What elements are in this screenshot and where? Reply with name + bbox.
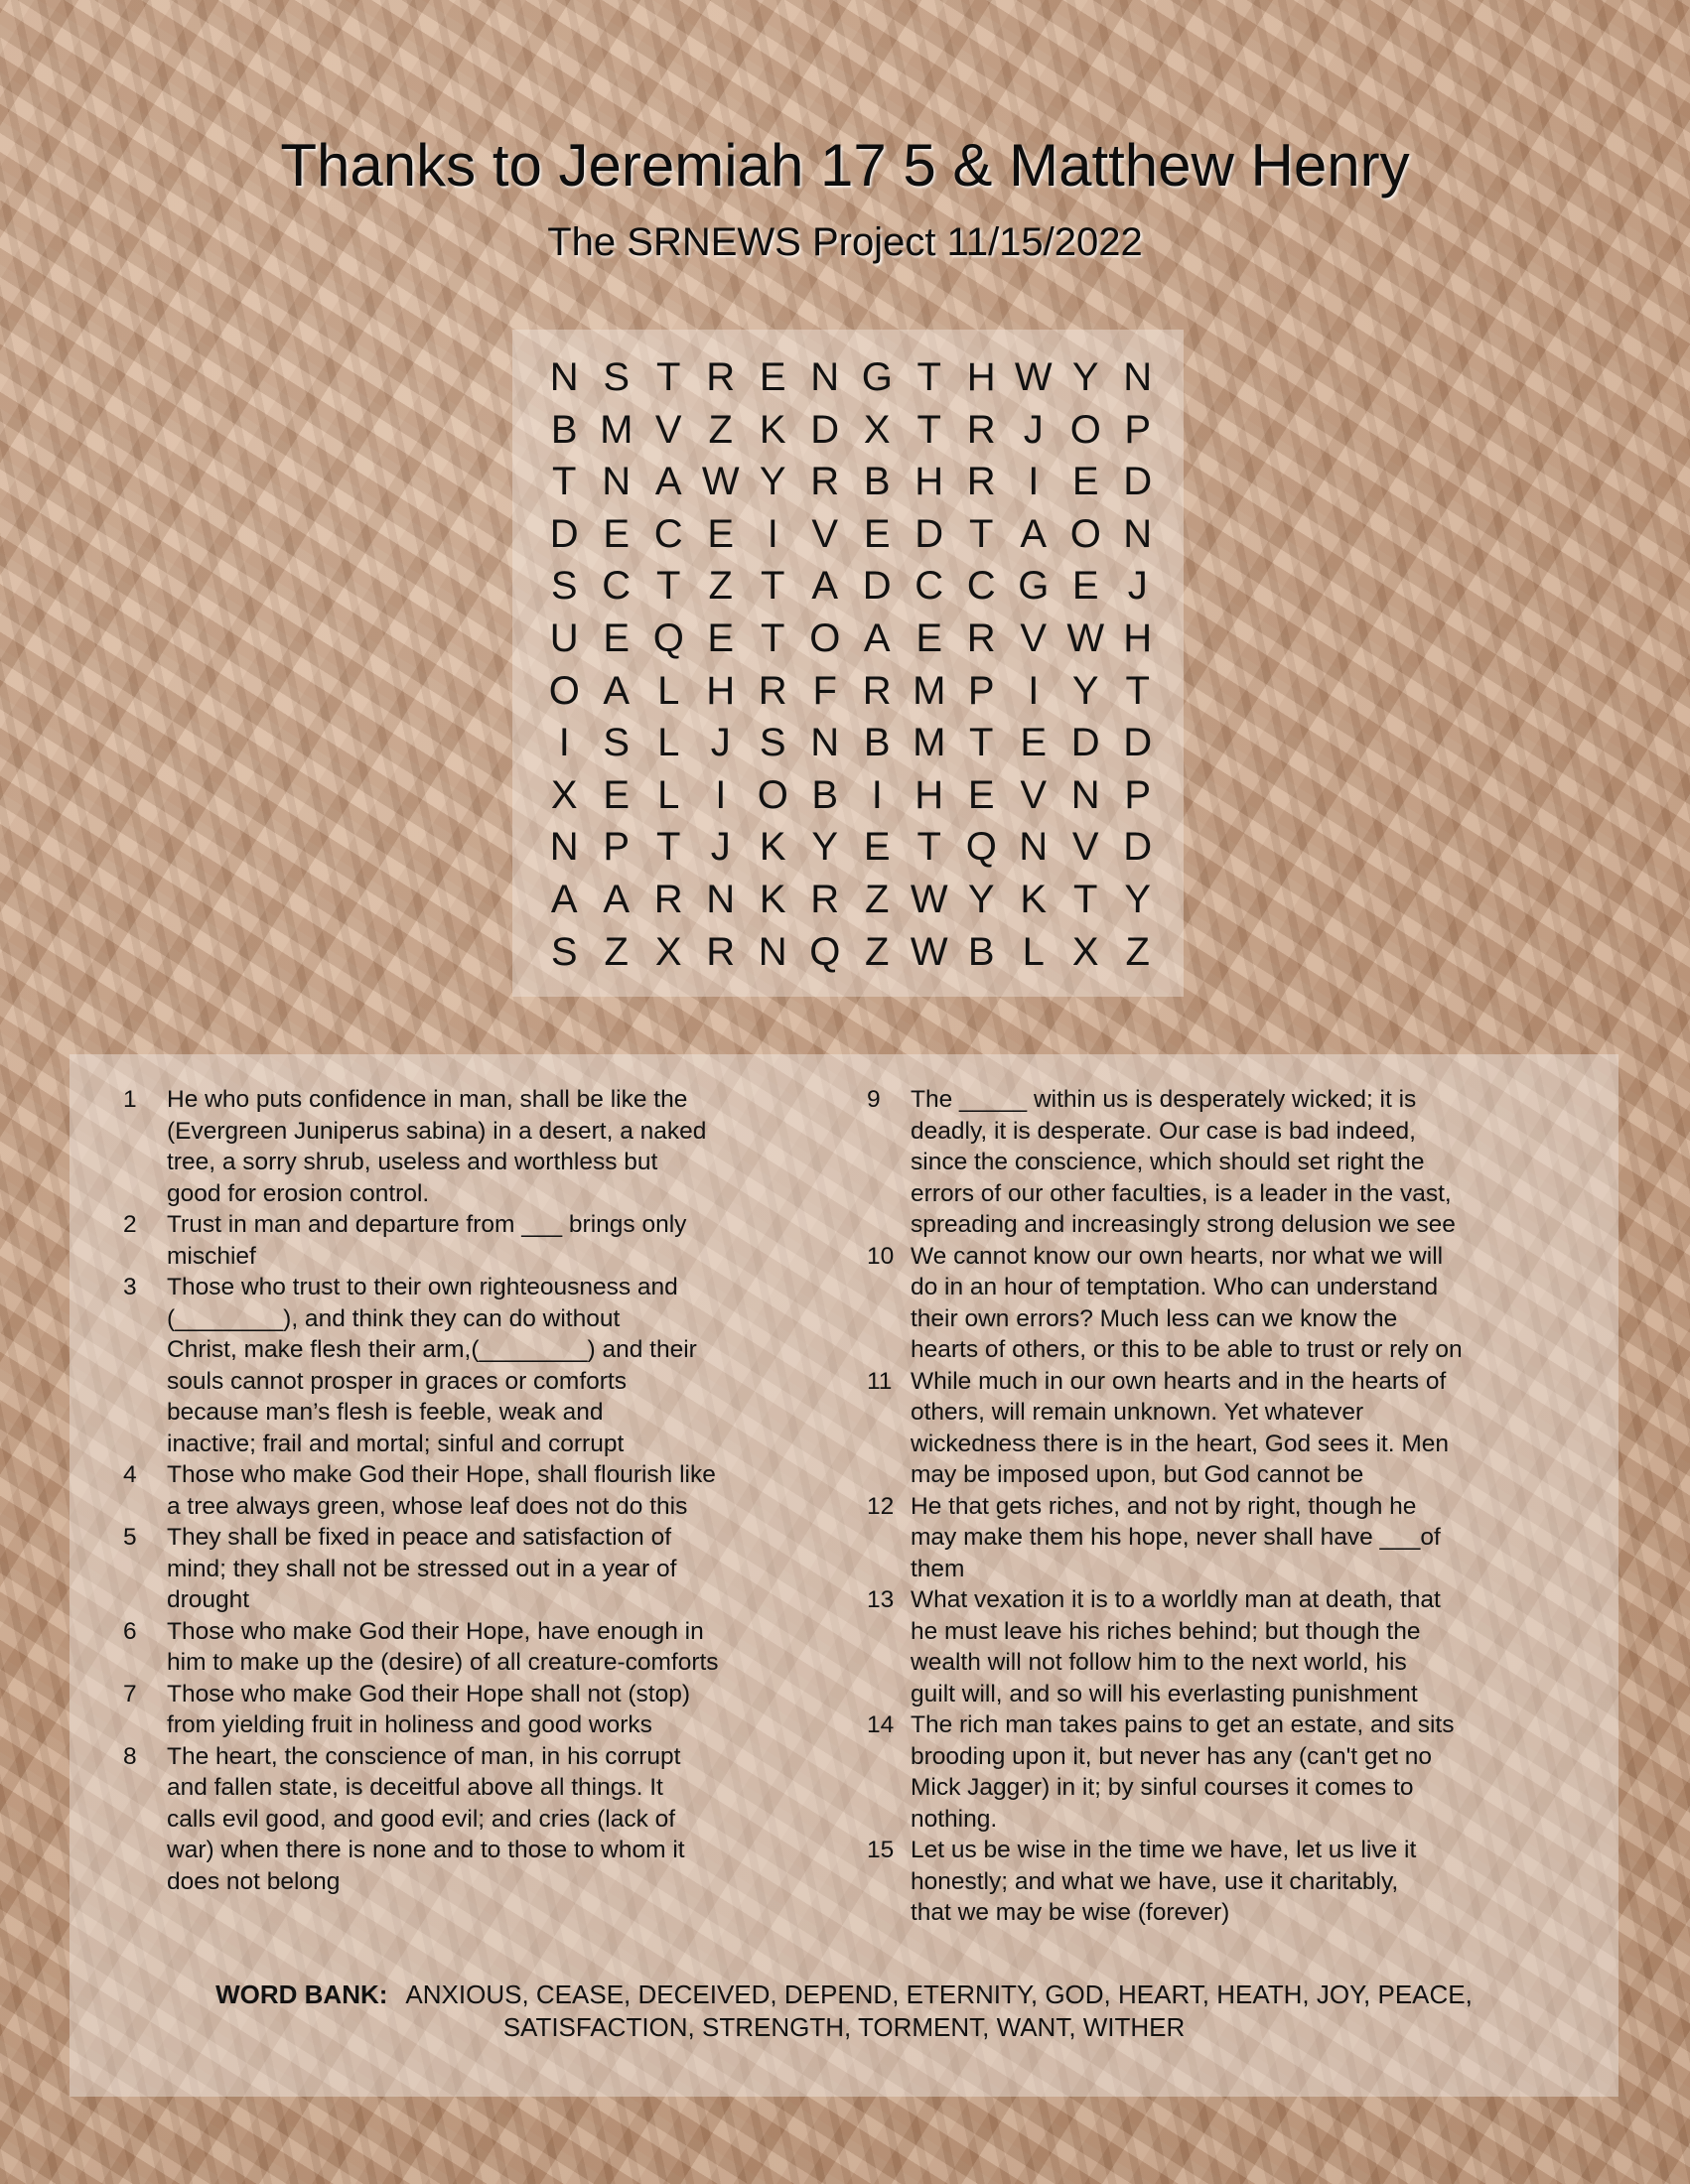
grid-letter: L <box>657 772 680 817</box>
clue-number: 14 <box>867 1711 895 1738</box>
grid-letter: N <box>810 721 840 765</box>
grid-letter: N <box>706 877 736 921</box>
grid-letter: R <box>706 929 736 974</box>
grid-letter: Z <box>708 407 733 452</box>
grid-letter: V <box>811 511 839 556</box>
grid-letter: P <box>1124 772 1152 817</box>
grid-letter: K <box>759 407 786 452</box>
grid-letter: T <box>656 564 681 609</box>
clue-item <box>867 1709 1562 1835</box>
grid-letter: W <box>701 460 740 504</box>
grid-letter: Q <box>965 825 997 870</box>
clue-item <box>123 1741 798 1898</box>
grid-letter: D <box>1123 721 1153 765</box>
grid-letter: B <box>863 721 891 765</box>
grid-letter: Z <box>865 929 890 974</box>
clue-text: Those who trust to their own righteousness and (________), and think they can do without Christ, make flesh their arm,(________) and their souls cannot prosper in graces or comforts because man’s flesh is feeble, weak and inactive; frail and mortal; sinful and corrupt <box>167 1274 697 1457</box>
grid-letter: H <box>915 772 944 817</box>
grid-letter: R <box>758 668 787 713</box>
grid-letter: Q <box>809 929 841 974</box>
grid-letter: E <box>1071 460 1099 504</box>
grid-letter: T <box>552 460 577 504</box>
grid-letter: L <box>1022 929 1045 974</box>
grid-letter: N <box>1019 825 1049 870</box>
grid-letter: L <box>657 721 680 765</box>
grid-letter: R <box>966 460 996 504</box>
page-title: Thanks to Jeremiah 17 5 & Matthew Henry <box>280 132 1410 199</box>
grid-letter: G <box>1018 564 1050 609</box>
grid-letter: K <box>1020 877 1048 921</box>
grid-letter: Y <box>1071 355 1099 399</box>
clue-number: 6 <box>123 1617 137 1645</box>
grid-letter: L <box>657 668 680 713</box>
grid-letter: Z <box>708 564 733 609</box>
grid-letter: A <box>654 460 682 504</box>
grid-letter: K <box>759 825 786 870</box>
grid-letter: O <box>1069 407 1101 452</box>
grid-letter: B <box>863 460 891 504</box>
grid-letter: D <box>549 511 579 556</box>
grid-letter: A <box>550 877 578 921</box>
grid-letter: E <box>603 772 631 817</box>
grid-letter: S <box>603 721 631 765</box>
grid-letter: E <box>863 825 891 870</box>
grid-letter: O <box>809 615 841 660</box>
grid-letter: I <box>1028 460 1040 504</box>
grid-letter: T <box>1073 877 1098 921</box>
grid-letter: V <box>1020 615 1048 660</box>
clue-number: 3 <box>123 1274 137 1300</box>
grid-letter: B <box>550 407 578 452</box>
grid-letter: E <box>1020 721 1048 765</box>
clue-text: Those who make God their Hope shall not (stop) from yielding fruit in holiness and good works <box>167 1680 691 1738</box>
grid-letter: S <box>550 929 578 974</box>
clue-number: 4 <box>123 1461 137 1488</box>
grid-letter: P <box>603 825 631 870</box>
grid-letter: I <box>871 772 883 817</box>
grid-letter: T <box>969 511 994 556</box>
grid-letter: A <box>811 564 839 609</box>
grid-letter: Z <box>865 877 890 921</box>
grid-letter: W <box>1014 355 1053 399</box>
grid-letter: Z <box>604 929 629 974</box>
grid-letter: I <box>1028 668 1040 713</box>
grid-letter: X <box>550 772 578 817</box>
grid-letter: V <box>1020 772 1048 817</box>
grid-letter: R <box>966 407 996 452</box>
grid-letter: A <box>603 668 631 713</box>
grid-letter: R <box>810 460 840 504</box>
clue-number: 10 <box>867 1242 895 1270</box>
grid-letter: R <box>862 668 892 713</box>
clues-left-column <box>123 1084 798 1897</box>
clue-number: 12 <box>867 1492 895 1520</box>
word-bank-words: ANXIOUS, CEASE, DECEIVED, DEPEND, ETERNITY, GOD, HEART, HEATH, JOY, PEACE, <box>405 1979 1473 2009</box>
grid-letter: Y <box>1124 877 1152 921</box>
clue-number: 8 <box>123 1742 137 1770</box>
clue-item <box>123 1679 798 1741</box>
word-bank <box>99 1979 1589 2044</box>
grid-letter: N <box>602 460 632 504</box>
grid-letter: I <box>767 511 778 556</box>
grid-letter: E <box>967 772 995 817</box>
grid-letter: R <box>706 355 736 399</box>
grid-letter: S <box>759 721 786 765</box>
grid-letter: J <box>1023 407 1044 452</box>
grid-letter: E <box>863 511 891 556</box>
grid-letter: R <box>653 877 683 921</box>
clue-text: They shall be fixed in peace and satisfaction of mind; they shall not be stressed out in a year of drought <box>167 1524 677 1613</box>
grid-letter: P <box>1124 407 1152 452</box>
page-subtitle: The SRNEWS Project 11/15/2022 <box>547 220 1143 264</box>
grid-letter: O <box>548 668 580 713</box>
clue-item <box>123 1084 798 1209</box>
grid-letter: E <box>915 615 943 660</box>
grid-letter: Y <box>759 460 786 504</box>
clue-item <box>123 1459 798 1522</box>
grid-letter: N <box>549 825 579 870</box>
clue-text: Those who make God their Hope, have enough in him to make up the (desire) of all creature-comforts <box>167 1617 719 1676</box>
grid-letter: X <box>1071 929 1099 974</box>
grid-letter: A <box>1020 511 1048 556</box>
clue-text: Let us be wise in the time we have, let us live it honestly; and what we have, use it charitably, that we may be wise (forever) <box>911 1837 1417 1926</box>
clue-text: He who puts confidence in man, shall be like the (Evergreen Juniperus sabina) in a desert, a naked tree, a sorry shrub, useless and worthless but good for erosion control. <box>167 1086 707 1207</box>
grid-letter: D <box>862 564 892 609</box>
grid-letter: T <box>916 355 941 399</box>
clue-item <box>867 1366 1562 1491</box>
clue-text: He that gets riches, and not by right, though he may make them his hope, never shall have ___of them <box>911 1492 1441 1582</box>
grid-letter: D <box>1070 721 1100 765</box>
clue-text: The rich man takes pains to get an estate, and sits brooding upon it, but never has any (can't get no Mick Jagger) in it; by sinful courses it comes to nothing. <box>911 1711 1455 1833</box>
grid-letter: M <box>913 668 946 713</box>
grid-letter: T <box>1125 668 1150 713</box>
grid-letter: N <box>1123 355 1153 399</box>
grid-letter: X <box>654 929 682 974</box>
grid-letter: T <box>761 564 785 609</box>
grid-letter: K <box>759 877 786 921</box>
clue-item <box>867 1491 1562 1585</box>
grid-letter: C <box>653 511 683 556</box>
grid-letter: P <box>967 668 995 713</box>
grid-letter: E <box>603 615 631 660</box>
clue-text: What vexation it is to a worldly man at death, that he must leave his riches behind; but though the wealth will not follow him to the next world, his guilt will, and so will his everlasting punishment <box>911 1586 1441 1707</box>
grid-letter: H <box>1123 615 1153 660</box>
grid-letter: J <box>710 721 731 765</box>
grid-letter: S <box>603 355 631 399</box>
grid-letter: Q <box>652 615 684 660</box>
grid-letter: W <box>910 877 948 921</box>
clue-item <box>123 1616 798 1679</box>
grid-letter: N <box>1123 511 1153 556</box>
grid-letter: B <box>811 772 839 817</box>
grid-letter: O <box>1069 511 1101 556</box>
grid-letter: E <box>707 511 735 556</box>
grid-letter: G <box>861 355 893 399</box>
grid-letter: D <box>1123 825 1153 870</box>
grid-letter: X <box>863 407 891 452</box>
grid-letter: E <box>707 615 735 660</box>
grid-letter: J <box>1127 564 1148 609</box>
grid-letter: J <box>710 825 731 870</box>
grid-letter: R <box>966 615 996 660</box>
grid-letter: H <box>915 460 944 504</box>
grid-letter: Y <box>811 825 839 870</box>
clue-item <box>867 1835 1562 1929</box>
grid-letter: M <box>600 407 634 452</box>
word-bank-label: WORD BANK: <box>215 1979 388 2009</box>
clue-text: Trust in man and departure from ___ brings only mischief <box>167 1211 687 1270</box>
grid-letter: A <box>863 615 891 660</box>
clue-item <box>867 1084 1562 1241</box>
grid-letter: W <box>1066 615 1105 660</box>
clue-item <box>123 1522 798 1616</box>
grid-letter: I <box>558 721 570 765</box>
clue-item <box>123 1272 798 1459</box>
grid-letter: A <box>603 877 631 921</box>
clue-number: 7 <box>123 1680 137 1707</box>
word-search-grid <box>538 351 1164 978</box>
grid-letter: H <box>966 355 996 399</box>
grid-letter: B <box>967 929 995 974</box>
clue-item <box>867 1241 1562 1366</box>
clue-number: 9 <box>867 1086 881 1113</box>
grid-letter: C <box>602 564 632 609</box>
grid-letter: T <box>656 825 681 870</box>
grid-letter: D <box>810 407 840 452</box>
clue-number: 2 <box>123 1211 137 1238</box>
grid-letter: Y <box>1071 668 1099 713</box>
grid-letter: N <box>549 355 579 399</box>
clue-text: While much in our own hearts and in the hearts of others, will remain unknown. Yet whatever wickedness there is in the heart, God sees it. Men may be imposed upon, but God cannot be <box>911 1367 1449 1488</box>
clue-item <box>867 1584 1562 1709</box>
clue-text: We cannot know our own hearts, nor what we will do in an hour of temptation. Who can understand their own errors? Much less can we know the hearts of others, or this to be able to trust or rely on <box>911 1242 1463 1363</box>
grid-letter: T <box>656 355 681 399</box>
grid-letter: Y <box>967 877 995 921</box>
grid-letter: I <box>715 772 727 817</box>
grid-letter: E <box>759 355 786 399</box>
clue-number: 13 <box>867 1586 895 1613</box>
clue-text: The _____ within us is desperately wicked; it is deadly, it is desperate. Our case is bad indeed, since the conscience, which should set right the errors of our other faculties, is a leader in the vast, spreading and increasingly strong delusion we see <box>911 1086 1456 1238</box>
grid-letter: V <box>654 407 682 452</box>
word-bank-words-line2: SATISFACTION, STRENGTH, TORMENT, WANT, WITHER <box>502 2012 1186 2042</box>
grid-letter: O <box>757 772 788 817</box>
grid-letter: D <box>1123 460 1153 504</box>
grid-letter: C <box>915 564 944 609</box>
grid-letter: T <box>761 615 785 660</box>
grid-letter: M <box>913 721 946 765</box>
clue-number: 11 <box>867 1367 893 1395</box>
clue-text: The heart, the conscience of man, in his corrupt and fallen state, is deceitful above all things. It calls evil good, and good evil; and cries (lack of war) when there is none and to those to whom it does not belong <box>167 1742 685 1895</box>
grid-letter: N <box>810 355 840 399</box>
grid-letter: N <box>758 929 787 974</box>
clue-number: 5 <box>123 1524 137 1551</box>
clues-right-column <box>867 1084 1562 1929</box>
grid-letter: V <box>1071 825 1099 870</box>
grid-letter: D <box>915 511 944 556</box>
grid-letter: E <box>603 511 631 556</box>
grid-letter: S <box>550 564 578 609</box>
grid-letter: T <box>916 825 941 870</box>
grid-letter: Z <box>1125 929 1150 974</box>
grid-letter: R <box>810 877 840 921</box>
grid-letter: W <box>910 929 948 974</box>
clue-item <box>123 1209 798 1272</box>
grid-letter: N <box>1070 772 1100 817</box>
grid-letter: U <box>549 615 579 660</box>
grid-letter: T <box>969 721 994 765</box>
clue-text: Those who make God their Hope, shall flourish like a tree always green, whose leaf does not do this <box>167 1461 716 1520</box>
clue-number: 15 <box>867 1837 895 1863</box>
grid-letter: E <box>1071 564 1099 609</box>
grid-letter: T <box>916 407 941 452</box>
grid-letter: F <box>812 668 837 713</box>
clue-number: 1 <box>123 1086 137 1113</box>
grid-letter: C <box>966 564 996 609</box>
grid-letter: H <box>706 668 736 713</box>
